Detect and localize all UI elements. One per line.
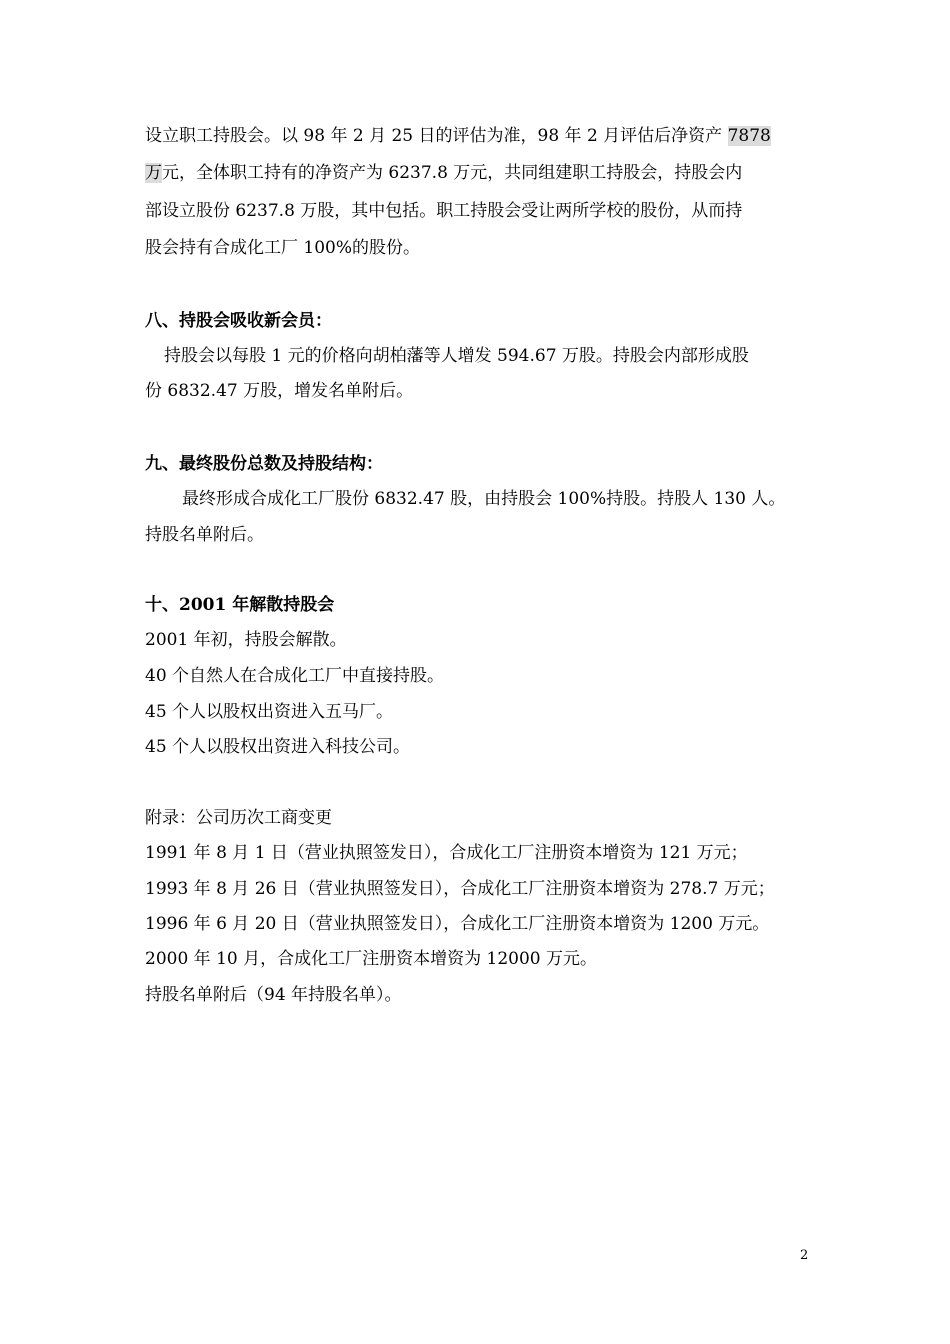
paragraph-line [145, 161, 742, 185]
paragraph-line: 40 个自然人在合成化工厂中直接持股。 [145, 666, 445, 686]
appendix-title: 附录：公司历次工商变更 [145, 808, 332, 828]
highlighted-text: 万 [145, 163, 162, 183]
paragraph-line: 持股名单附后。 [145, 525, 264, 545]
paragraph-line: 1996 年 6 月 20 日（营业执照签发日），合成化工厂注册资本增资为 1200 万元。 [145, 914, 770, 934]
paragraph-line: 份 6832.47 万股，增发名单附后。 [145, 381, 414, 401]
section-heading: 十、2001 年解散持股会 [145, 595, 335, 615]
section-heading: 八、持股会吸收新会员： [145, 311, 332, 331]
paragraph-line: 1993 年 8 月 26 日（营业执照签发日），合成化工厂注册资本增资为 278.7 万元； [145, 879, 775, 899]
paragraph-line: 45 个人以股权出资进入科技公司。 [145, 737, 411, 757]
paragraph-line: 持股会以每股 1 元的价格向胡柏藩等人增发 594.67 万股。持股会内部形成股 [164, 346, 749, 366]
paragraph-line: 部设立股份 6237.8 万股，其中包括。职工持股会受让两所学校的股份，从而持 [145, 201, 743, 221]
paragraph-line [145, 124, 771, 148]
paragraph-line: 持股名单附后（94 年持股名单）。 [145, 985, 402, 1005]
paragraph-line: 1991 年 8 月 1 日（营业执照签发日），合成化工厂注册资本增资为 121 万元； [145, 843, 748, 863]
paragraph-line: 股会持有合成化工厂 100%的股份。 [145, 238, 421, 258]
section-heading: 九、最终股份总数及持股结构： [145, 454, 383, 474]
paragraph-line: 2000 年 10 月，合成化工厂注册资本增资为 12000 万元。 [145, 949, 597, 969]
paragraph-line: 2001 年初，持股会解散。 [145, 630, 347, 650]
text-run: 设立职工持股会。以 98 年 2 月 25 日的评估为准，98 年 2 月评估后净资产 [145, 126, 728, 146]
paragraph-line: 45 个人以股权出资进入五马厂。 [145, 702, 394, 722]
text-run: 元，全体职工持有的净资产为 6237.8 万元，共同组建职工持股会，持股会内 [162, 163, 743, 183]
page-number: 2 [800, 1248, 809, 1263]
highlighted-text: 7878 [727, 126, 771, 146]
paragraph-line: 最终形成合成化工厂股份 6832.47 股，由持股会 100%持股。持股人 130 人。 [182, 489, 786, 509]
